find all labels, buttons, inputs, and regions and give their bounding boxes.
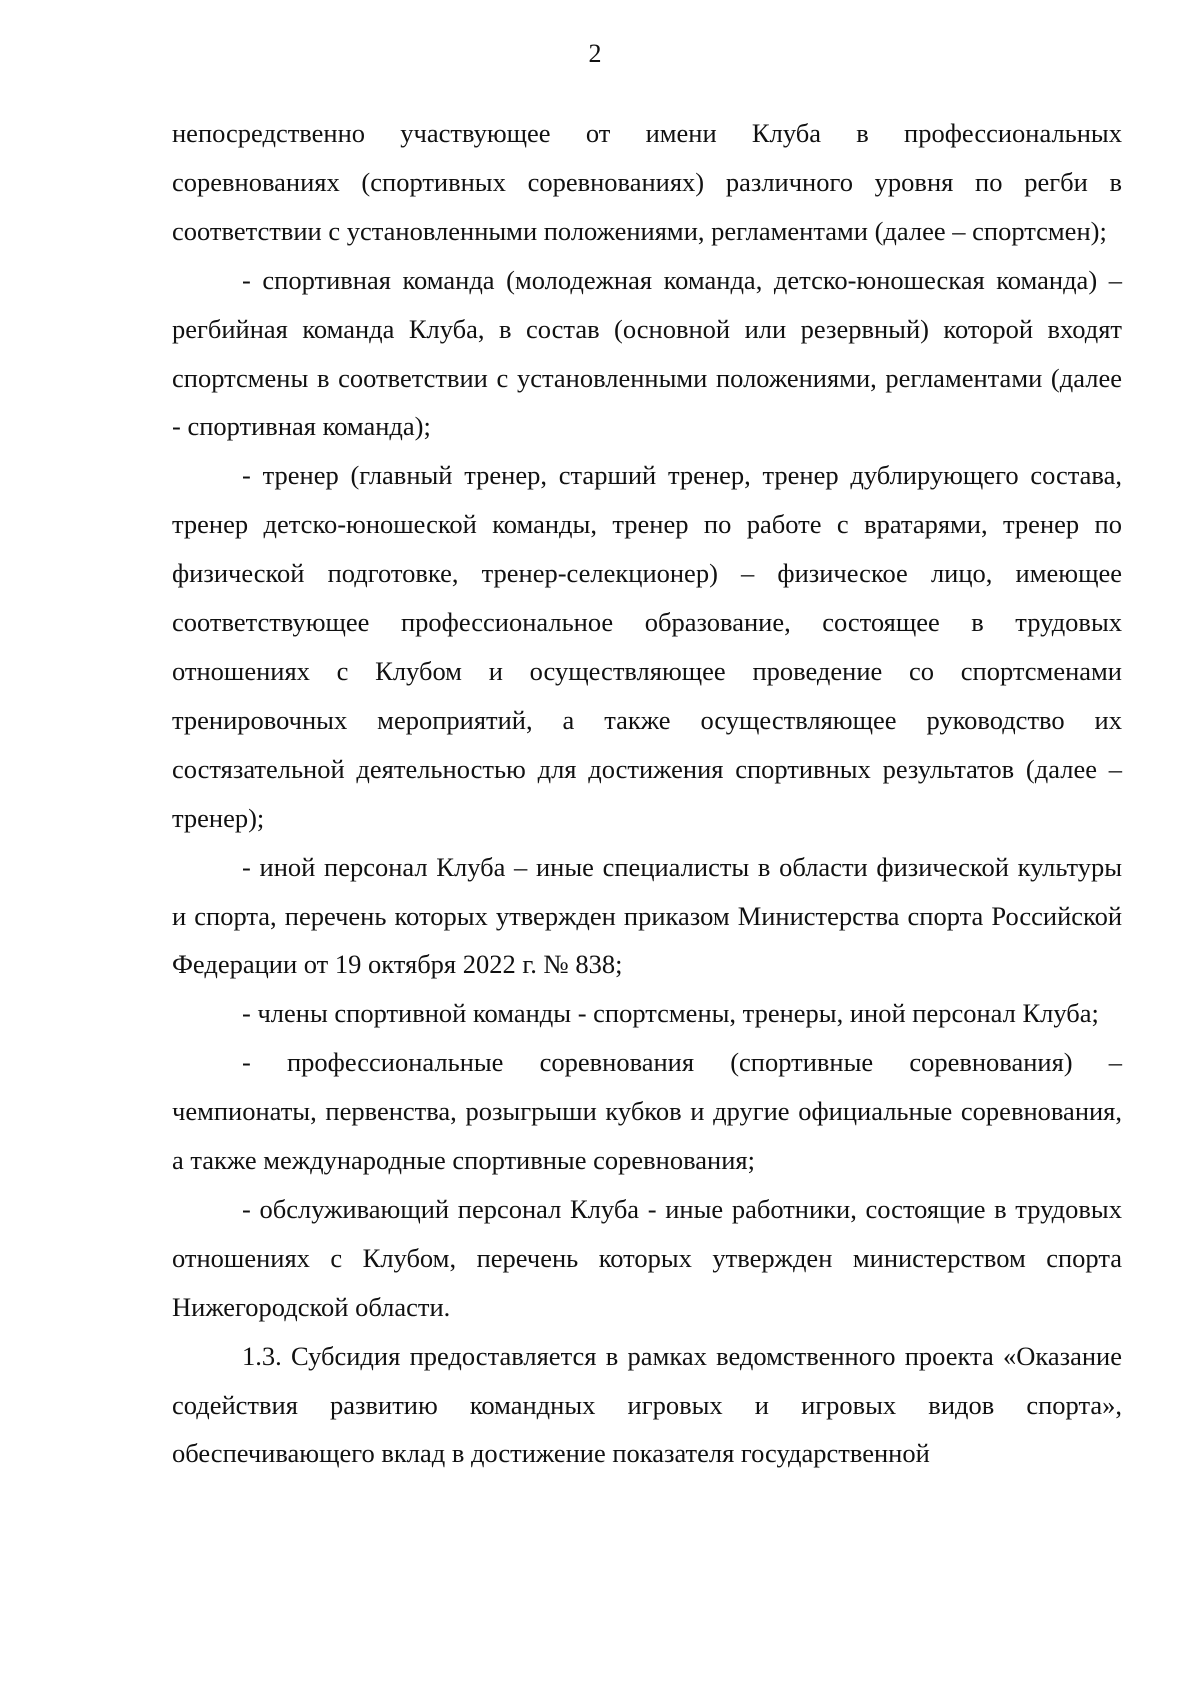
paragraph-other-staff-definition: - иной персонал Клуба – иные специалисты в области физической культуры и спорта, перечень которых утвержден приказом Министерства спорта Российской Федерации от 19 октября 2022 г. № 838; (172, 851, 1122, 980)
document-body (172, 109, 1122, 1478)
paragraph-sports-team-definition: - спортивная команда (молодежная команда, детско-юношеская команда) – регбийная команда Клуба, в состав (основной или резервный) которой входят спортсмены в соответствии с установленными положениями, регламентами (далее - спортивная команда); (172, 264, 1122, 442)
paragraph-service-staff-definition: - обслуживающий персонал Клуба - иные работники, состоящие в трудовых отношениях с Клубом, перечень которых утвержден министерством спорта Нижегородской области. (172, 1193, 1122, 1322)
paragraph-section-1-3: 1.3. Субсидия предоставляется в рамках ведомственного проекта «Оказание содействия развитию командных игровых и игровых видов спорта», обеспечивающего вклад в достижение показателя государственной (172, 1340, 1122, 1469)
paragraph-professional-competitions-definition: - профессиональные соревнования (спортивные соревнования) – чемпионаты, первенства, розыгрыши кубков и другие официальные соревнования, а также международные спортивные соревнования; (172, 1047, 1122, 1176)
paragraph-coach-definition: - тренер (главный тренер, старший тренер, тренер дублирующего состава, тренер детско-юношеской команды, тренер по работе с вратарями, тренер по физической подготовке, тренер-селекционер) – физическое лицо, имеющее соответствующее профессиональное образование, состоящее в трудовых отношениях с Клубом и осуществляющее проведение со спортсменами тренировочных мероприятий, а также осуществляющее руководство их состязательной деятельностью для достижения спортивных результатов (далее – тренер); (172, 460, 1122, 833)
page-number: 2 (588, 39, 602, 68)
paragraph-athlete-definition-continued: непосредственно участвующее от имени Клуба в профессиональных соревнованиях (спортивных соревнованиях) различного уровня по регби в соответствии с установленными положениями, регламентами (далее – спортсмен); (172, 118, 1122, 246)
paragraph-team-members-definition: - члены спортивной команды - спортсмены, тренеры, иной персонал Клуба; (242, 998, 1099, 1029)
